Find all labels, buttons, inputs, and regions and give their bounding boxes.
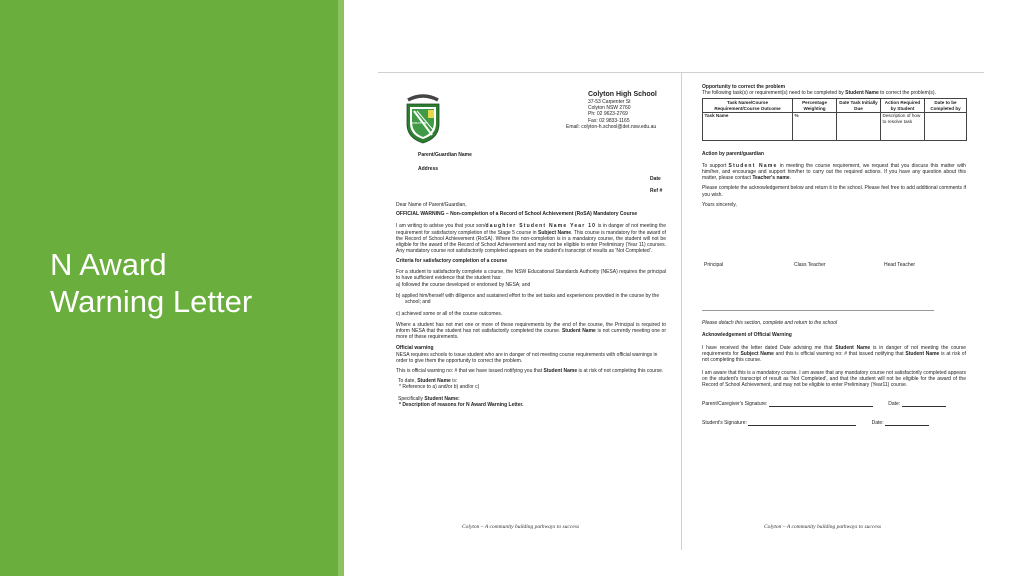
parent-signature-label: Parent/Caregiver's Signature:	[702, 401, 768, 407]
to-date-line: To date, Student Name is:	[398, 378, 458, 385]
address-field: Address	[418, 166, 439, 172]
header-date-due: Date Task Initially Due	[837, 99, 881, 112]
date-field: Date	[650, 176, 661, 182]
criteria-intro: For a student to satisfactorily complete a course, the NSW Educational Standards Authority (NESA) requires the principal to have sufficient evidence that the student has:	[396, 268, 666, 281]
student-signature-row	[702, 420, 929, 426]
class-teacher-label: Class Teacher	[794, 262, 826, 268]
footer-left: Colyton – A community building pathways to success	[462, 524, 579, 530]
task-table	[702, 98, 967, 140]
cell-date-due	[837, 112, 881, 140]
school-phone: Ph: 02 9623-2769	[588, 111, 628, 118]
crest-side-text: COLYTON	[412, 121, 427, 125]
criteria-c: c) achieved some or all of the course outcomes.	[396, 310, 503, 317]
header-percentage: Percentage Weighting	[793, 99, 837, 112]
criteria-heading: Criteria for satisfactory completion of a course	[396, 258, 508, 265]
task-table-header-row	[703, 99, 967, 112]
requirements-paragraph: Where a student has not met one or more of these requirements by the end of the course, the Principal is required to inform NESA that the student has not satisfactorily completed the course. Student Name is not currently meeting one or more of these requirements.	[396, 321, 666, 341]
student-date-label: Date:	[871, 420, 884, 426]
letter-page-2	[702, 84, 966, 544]
parent-name-field: Parent/Guardian Name	[418, 152, 472, 158]
slide-title-line2: Warning Letter	[50, 284, 253, 319]
ref-field: Ref #	[650, 188, 663, 194]
criteria-a: a) followed the course developed or endorsed by NESA; and	[396, 282, 531, 289]
cell-date-complete	[925, 112, 967, 140]
header-date-complete: Date to be Completed by	[925, 99, 967, 112]
cell-action: Description of how to resolve task	[881, 112, 925, 140]
footer-right: Colyton – A community building pathways to success	[764, 524, 881, 530]
header-action: Action Required by Student	[881, 99, 925, 112]
detach-line	[702, 310, 934, 311]
letter-page-1	[396, 84, 672, 544]
cell-task-name: Task Name	[703, 112, 793, 140]
student-signature-label: Student's Signature:	[702, 420, 747, 426]
school-email: Email: colyton-h.school@det.nsw.edu.au	[566, 123, 657, 130]
cell-percentage: %	[793, 112, 837, 140]
slide-title-line1: N Award	[50, 247, 167, 282]
head-teacher-label: Head Teacher	[884, 262, 916, 268]
parent-signature-row	[702, 401, 946, 407]
school-address1: 37-53 Carpenter St	[588, 99, 631, 105]
action-heading: Action by parent/guardian	[702, 150, 764, 157]
to-date-reference: * Reference to a) and/or b) and/or c)	[399, 384, 480, 391]
intro-paragraph: I am writing to advise you that your son/daughter Student Name Year 10 is in danger of not meeting the requirement for satisfactory completion of the Stage 5 course in Subject Name. This course is mandatory for the award of the Record of School Achievement (RoSA). Where the non-completion is in a mandatory course, the student will not be eligible for the award of the Record of School Achievement and may not be eligible to enter Preliminary (Year 11) courses. Any mandatory course not satisfactorily completed appears on the student's transcript of results as 'Not Completed'.	[396, 223, 666, 255]
opportunity-heading: Opportunity to correct the problem	[702, 84, 786, 90]
school-crest-icon	[404, 90, 442, 144]
principal-label: Principal	[704, 262, 724, 268]
letter-body-1	[396, 202, 666, 408]
school-address-block	[566, 90, 708, 130]
student-date-line[interactable]	[885, 421, 929, 426]
table-row	[703, 112, 967, 140]
page-divider	[681, 72, 682, 550]
yours-sincerely: Yours sincerely,	[702, 201, 737, 208]
header-task-name: Task Name/Course Requirement/Course Outcome	[703, 99, 793, 112]
slide-title	[50, 246, 330, 320]
salutation: Dear Name of Parent/Guardian,	[396, 202, 467, 208]
official-warning-heading: Official warning	[396, 345, 434, 352]
acknowledgement-paragraph-2: I am aware that this is a mandatory course. I am aware that any mandatory course not satisfactorily completed appears on the student's transcript of result as 'Not Completed', and that the student will not be eligible for the award of the Record of School Achievement, and may not be eligible to enter Preliminary (Year11) course.	[702, 370, 966, 389]
criteria-b: b) applied him/herself with diligence and sustained effort to the set tasks and experiences provided in the course by the school; and	[396, 293, 660, 306]
school-address2: Colyton NSW 2760	[588, 105, 631, 112]
green-accent-stripe	[338, 0, 344, 576]
specifically-line: Specifically Student Name:	[398, 395, 460, 402]
action-paragraph: To support Student Name in meeting the course requirement, we request that you discuss this matter with him/her, and encourage and support him/her to carry out the required actions. If you have any question about this matter, please contact Teacher's name.	[702, 162, 966, 182]
school-fax: Fax: 02 9833-1165	[588, 117, 630, 124]
acknowledgement-paragraph-1: I have received the letter dated Date advising me that Student Name is in danger of not meeting the course requirements for Subject Name and this is official warning no: # that issued notifying that Student Name is at risk of not completing this course.	[702, 345, 966, 364]
warning-number-paragraph: This is official warning no: # that we have issued notifying you that Student Name is at risk of not completing this course.	[396, 368, 664, 375]
parent-signature-line[interactable]	[769, 402, 873, 407]
parent-date-label: Date:	[888, 401, 901, 407]
complete-instructions: Please complete the acknowledgement below and return it to the school. Please feel free to add additional comments if you wish.	[702, 185, 966, 198]
reasons-description: * Description of reasons for N Award Warning Letter.	[399, 401, 524, 408]
student-signature-line[interactable]	[748, 421, 856, 426]
detach-instruction: Please detach this section, complete and return to the school	[702, 320, 838, 326]
acknowledgement-heading: Acknowledgement of Official Warning	[702, 332, 792, 338]
parent-date-line[interactable]	[902, 402, 946, 407]
warning-heading: OFFICIAL WARNING – Non-completion of a Record of School Achievement (RoSA) Mandatory Course	[396, 211, 638, 218]
crest-motto: CONTENDAM	[406, 91, 426, 95]
opportunity-text: The following task(s) or requirement(s) need to be completed by Student Name to correct the problem(s).	[702, 90, 936, 97]
official-warning-text: NESA requires schools to issue student who are in danger of not meeting course requirements with official warnings in order to give them the opportunity to correct the problem.	[396, 351, 658, 364]
school-name: Colyton High School	[588, 91, 657, 98]
letter-image	[378, 72, 984, 550]
